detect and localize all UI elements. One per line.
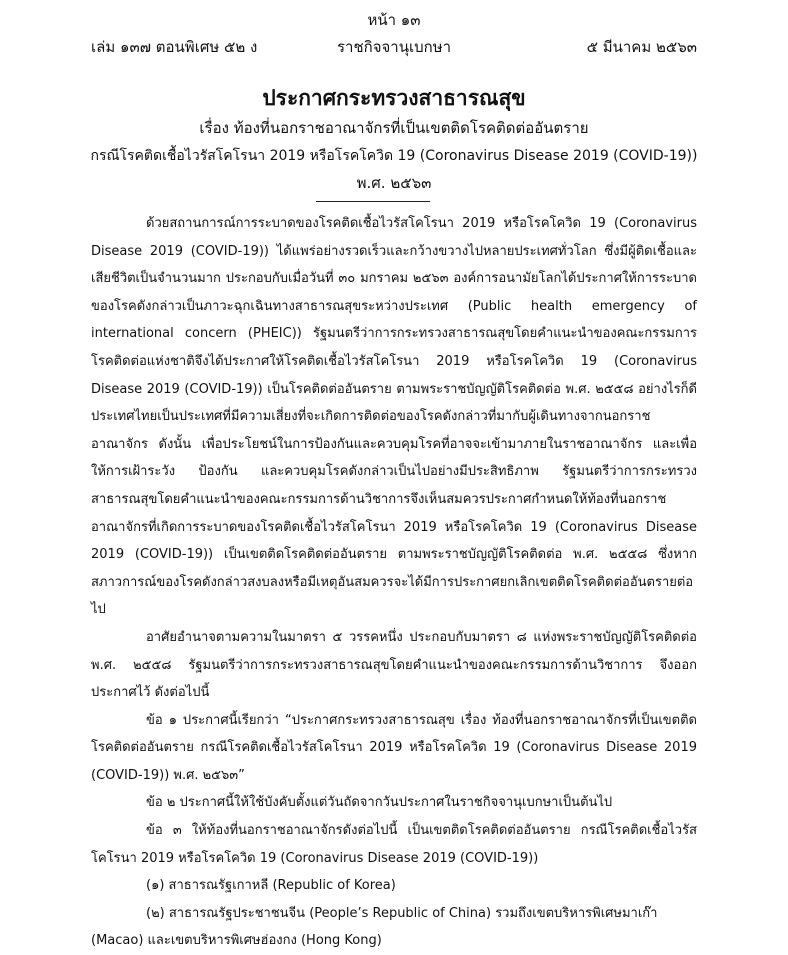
authority-paragraph: อาศัยอำนาจตามความในมาตรา ๕ วรรคหนึ่ง ประกอบกับมาตรา ๘ แห่งพระราชบัญญัติโรคติดต่อ พ.ศ. ๒๕๕๘ รัฐมนตรีว่าการกระทรวงสาธารณสุขโดยคำแนะนำของคณะกรรมการด้านวิชาการ จึงออกประกาศไว้ ดังต่อไปนี้ — [91, 629, 697, 701]
document-body — [91, 210, 697, 955]
clause-3: ข้อ ๓ ให้ท้องที่นอกราชอาณาจักรดังต่อไปนี้ เป็นเขตติดโรคติดต่ออันตราย กรณีโรคติดเชื้อไวรัสโคโรนา 2019 หรือโรคโควิด 19 (Coronavirus Disease 2019 (COVID-19)) — [91, 823, 697, 866]
list-item: (๒) สาธารณรัฐประชาชนจีน (People’s Republic of China) รวมถึงเขตบริหารพิเศษมาเก๊า (Macao) และเขตบริหารพิเศษฮ่องกง (Hong Kong) — [91, 905, 658, 949]
volume-info: เล่ม ๑๓๗ ตอนพิเศษ ๕๒ ง — [91, 38, 258, 56]
document-subject: เรื่อง ท้องที่นอกราชอาณาจักรที่เป็นเขตติดโรคติดต่ออันตราย — [199, 119, 589, 137]
publication-name: ราชกิจจานุเบกษา — [336, 38, 452, 56]
preamble-paragraph: ด้วยสถานการณ์การระบาดของโรคติดเชื้อไวรัสโคโรนา 2019 หรือโรคโควิด 19 (Coronavirus Disease 2019 (COVID-19)) ได้แพร่อย่างรวดเร็วและกว้างขวางไปหลายประเทศทั่วโลก ซึ่งมีผู้ติดเชื้อและเสียชีวิตเป็นจำนวนมาก ประกอบกับเมื่อวันที่ ๓๐ มกราคม ๒๕๖๓ องค์การอนามัยโลกได้ประกาศให้การระบาดของโรคดังกล่าวเป็นภาวะฉุกเฉินทางสาธารณสุขระหว่างประเทศ (Public health emergency of international concern (PHEIC)) รัฐมนตรีว่าการกระทรวงสาธารณสุขโดยคำแนะนำของคณะกรรมการโรคติดต่อแห่งชาติจึงได้ประกาศให้โรคติดเชื้อไวรัสโคโรนา 2019 หรือโรคโควิด 19 (Coronavirus Disease 2019 (COVID-19)) เป็นโรคติดต่ออันตราย ตามพระราชบัญญัติโรคติดต่อ พ.ศ. ๒๕๕๘ อย่างไรก็ดี ประเทศไทยเป็นประเทศที่มีความเสี่ยงที่จะเกิดการติดต่อของโรคดังกล่าวที่มากับผู้เดินทางจากนอกราชอาณาจักร ดังนั้น เพื่อประโยชน์ในการป้องกันและควบคุมโรคที่อาจจะเข้ามาภายในราชอาณาจักร และเพื่อให้การเฝ้าระวัง ป้องกัน และควบคุมโรคดังกล่าวเป็นไปอย่างมีประสิทธิภาพ รัฐมนตรีว่าการกระทรวงสาธารณสุขโดยคำแนะนำของคณะกรรมการด้านวิชาการจึงเห็นสมควรประกาศกำหนดให้ท้องที่นอกราชอาณาจักรที่เกิดการระบาดของโรคติดเชื้อไวรัสโคโรนา 2019 หรือโรคโควิด 19 (Coronavirus Disease 2019 (COVID-19)) เป็นเขตติดโรคติดต่ออันตราย ตามพระราชบัญญัติโรคติดต่อ พ.ศ. ๒๕๕๘ ซึ่งหากสภาวการณ์ของโรคดังกล่าวสงบลงหรือมีเหตุอันสมควรจะได้มีการประกาศยกเลิกเขตติดโรคติดต่ออันตรายต่อไป — [91, 216, 697, 618]
document-year: พ.ศ. ๒๕๖๓ — [356, 174, 432, 192]
document-title: ประกาศกระทรวงสาธารณสุข — [262, 86, 526, 110]
title-divider — [316, 201, 430, 202]
list-item: (๑) สาธารณรัฐเกาหลี (Republic of Korea) — [146, 878, 396, 894]
page-number: หน้า ๑๓ — [367, 11, 421, 29]
document-subtitle: กรณีโรคติดเชื้อไวรัสโคโรนา 2019 หรือโรคโควิด 19 (Coronavirus Disease 2019 (COVID-19)) — [90, 148, 698, 164]
clause-1: ข้อ ๑ ประกาศนี้เรียกว่า “ประกาศกระทรวงสาธารณสุข เรื่อง ท้องที่นอกราชอาณาจักรที่เป็นเขตติดโรคติดต่ออันตราย กรณีโรคติดเชื้อไวรัสโคโรนา 2019 หรือโรคโควิด 19 (Coronavirus Disease 2019 (COVID-19)) พ.ศ. ๒๕๖๓” — [91, 712, 697, 783]
publication-date: ๕ มีนาคม ๒๕๖๓ — [586, 38, 697, 56]
clause-2: ข้อ ๒ ประกาศนี้ให้ใช้บังคับตั้งแต่วันถัดจากวันประกาศในราชกิจจานุเบกษาเป็นต้นไป — [146, 795, 613, 811]
